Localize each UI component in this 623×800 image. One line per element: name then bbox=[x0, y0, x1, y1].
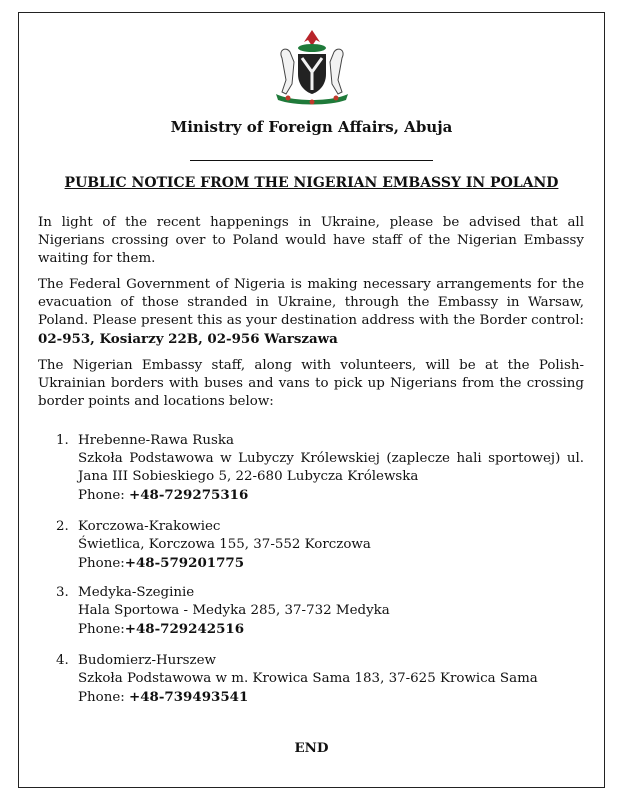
phone-number: +48-579201775 bbox=[124, 555, 245, 571]
nigeria-coat-of-arms-icon bbox=[268, 28, 356, 108]
end-marker: END bbox=[294, 740, 329, 756]
paragraph-intro: In light of the recent happenings in Ukraine, please be advised that all Nigerians crossing over to Poland would have staff of the Nigerian Embassy waiting for them. bbox=[38, 215, 584, 266]
location-name: Medyka-Szeginie bbox=[78, 585, 195, 600]
phone-label: Phone: bbox=[78, 488, 130, 503]
location-phone-line bbox=[78, 620, 584, 639]
paragraph-pickup: The Nigerian Embassy staff, along with volunteers, will be at the Polish-Ukrainian borders with buses and vans to pick up Nigerians from the crossing border points and locations below: bbox=[38, 358, 584, 409]
location-phone-line bbox=[78, 554, 584, 573]
location-name: Hrebenne-Rawa Ruska bbox=[78, 433, 234, 448]
phone-number: +48-739493541 bbox=[129, 689, 249, 705]
destination-address: 02-953, Kosiarzy 22B, 02-956 Warszawa bbox=[38, 331, 338, 347]
location-address: Szkoła Podstawowa w Lubyczy Królewskiej (zaplecze hali sportowej) ul. Jana III Sobieskiego 5, 22-680 Lubycza Królewska bbox=[78, 451, 584, 484]
location-phone-line bbox=[78, 688, 584, 707]
arrangements-text: The Federal Government of Nigeria is making necessary arrangements for the evacuation of those stranded in Ukraine, through the Embassy in Warsaw, Poland. Please present this as your destination address with the Border control: bbox=[38, 277, 584, 328]
phone-number: +48-729275316 bbox=[129, 487, 249, 503]
location-address: Hala Sportowa - Medyka 285, 37-732 Medyka bbox=[78, 603, 390, 618]
list-number: 4. bbox=[56, 653, 69, 668]
location-phone-line bbox=[78, 486, 584, 505]
phone-number: +48-729242516 bbox=[124, 621, 245, 637]
notice-title: PUBLIC NOTICE FROM THE NIGERIAN EMBASSY IN POLAND bbox=[64, 175, 559, 191]
phone-label: Phone: bbox=[78, 556, 125, 571]
paragraph-arrangements bbox=[38, 276, 584, 349]
heading-divider bbox=[190, 160, 433, 161]
location-name: Budomierz-Hurszew bbox=[78, 653, 216, 668]
ministry-heading: Ministry of Foreign Affairs, Abuja bbox=[170, 118, 453, 136]
list-number: 1. bbox=[56, 433, 69, 448]
location-address: Świetlica, Korczowa 155, 37-552 Korczowa bbox=[78, 537, 371, 552]
phone-label: Phone: bbox=[78, 690, 130, 705]
location-name: Korczowa-Krakowiec bbox=[78, 519, 221, 534]
location-address: Szkoła Podstawowa w m. Krowica Sama 183, 37-625 Krowica Sama bbox=[78, 671, 538, 686]
list-number: 3. bbox=[56, 585, 69, 600]
phone-label: Phone: bbox=[78, 622, 125, 637]
list-number: 2. bbox=[56, 519, 69, 534]
